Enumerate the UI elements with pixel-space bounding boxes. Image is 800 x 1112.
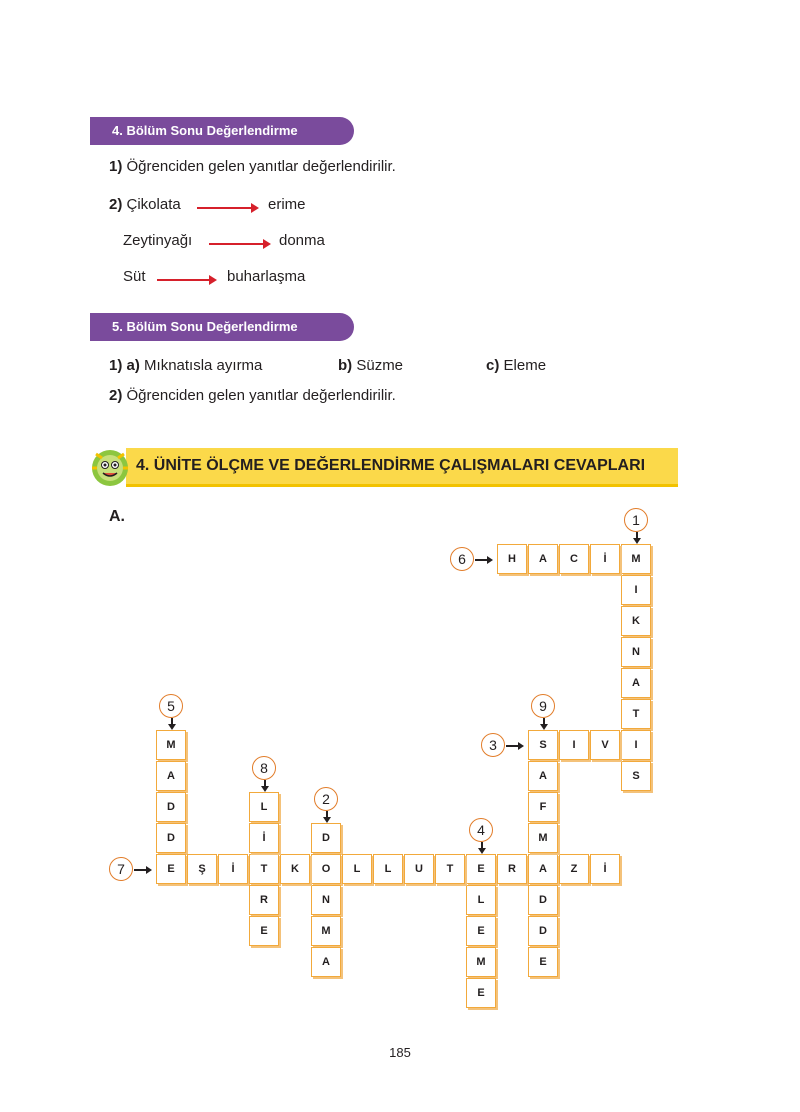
s4-q1-number: 1) [109,158,123,175]
crossword-cell: İ [590,854,620,884]
pair-from: Çikolata [126,196,181,213]
page-number: 185 [389,1045,411,1060]
crossword-cell: V [590,730,620,760]
crossword-cell: D [156,792,186,822]
s5-a-text: Mıknatısla ayırma [144,357,263,374]
crossword-cell: A [621,668,651,698]
clue-number-5: 5 [159,694,183,718]
pair-to: buharlaşma [227,268,306,285]
crossword-cell: A [156,761,186,791]
unit-header [126,448,678,484]
crossword-cell: T [435,854,465,884]
pair-from: Süt [123,268,146,285]
crossword-cell: I [621,730,651,760]
s5-a-label: a) [126,357,140,374]
s5-q1-number: 1) [109,357,123,374]
crossword-cell: E [466,854,496,884]
crossword-cell: K [621,606,651,636]
s5-c-text: Eleme [503,357,547,374]
clue-number-6: 6 [450,547,474,571]
unit-title: 4. ÜNİTE ÖLÇME VE DEĞERLENDİRME ÇALIŞMALARI CEVAPLARI [136,457,646,474]
crossword-cell: Z [559,854,589,884]
clue-arrow-icon [326,811,328,819]
s4-q1 [109,158,396,175]
pair-to: erime [268,196,306,213]
s5-q1 [109,357,262,374]
clue-arrow-icon [506,745,520,747]
s4-q2-number: 2) [109,196,123,213]
s5-c-label: c) [486,357,500,374]
crossword-cell: İ [218,854,248,884]
crossword-cell: I [621,575,651,605]
section-4-title: 4. Bölüm Sonu Değerlendirme [112,123,298,138]
section-a-label: A. [109,508,125,525]
crossword-cell: U [404,854,434,884]
crossword-cell: E [249,916,279,946]
crossword-cell: M [311,916,341,946]
crossword-cell: L [373,854,403,884]
section-5-banner [90,313,354,341]
match-arrow [157,279,215,281]
crossword-cell: S [528,730,558,760]
crossword-cell: L [466,885,496,915]
clue-number-2: 2 [314,787,338,811]
clue-arrow-icon [543,718,545,726]
clue-arrow-icon [481,842,483,850]
crossword-cell: Ş [187,854,217,884]
crossword-cell: R [249,885,279,915]
s5-c [486,357,546,374]
crossword-cell: C [559,544,589,574]
clue-arrow-icon [171,718,173,726]
crossword-cell: S [621,761,651,791]
clue-number-9: 9 [531,694,555,718]
match-arrow [209,243,269,245]
crossword-cell: K [280,854,310,884]
crossword-cell: M [466,947,496,977]
crossword-cell: M [528,823,558,853]
crossword-cell: H [497,544,527,574]
crossword-cell: L [342,854,372,884]
clue-number-8: 8 [252,756,276,780]
crossword-cell: N [621,637,651,667]
crossword-cell: İ [249,823,279,853]
crossword-cell: D [156,823,186,853]
clue-number-7: 7 [109,857,133,881]
crossword-cell: E [156,854,186,884]
s5-q2-text: Öğrenciden gelen yanıtlar değerlendirilir. [126,387,396,404]
crossword-cell: D [528,885,558,915]
crossword-cell: E [466,978,496,1008]
crossword-cell: E [528,947,558,977]
s5-q2 [109,387,396,404]
clue-number-3: 3 [481,733,505,757]
crossword-cell: T [621,699,651,729]
crossword-cell: T [249,854,279,884]
s4-q1-text: Öğrenciden gelen yanıtlar değerlendirilir. [126,158,396,175]
crossword-cell: A [528,761,558,791]
crossword-cell: D [528,916,558,946]
crossword-cell: D [311,823,341,853]
crossword-cell: N [311,885,341,915]
crossword-cell: M [621,544,651,574]
crossword-cell: R [497,854,527,884]
s5-q2-number: 2) [109,387,123,404]
clue-number-4: 4 [469,818,493,842]
crossword-cell: M [156,730,186,760]
clue-arrow-icon [134,869,148,871]
mascot-icon [88,444,132,492]
crossword-cell: A [528,544,558,574]
clue-number-1: 1 [624,508,648,532]
s5-b-text: Süzme [356,357,404,374]
s4-q2-row1 [109,196,181,213]
clue-arrow-icon [264,780,266,788]
section-4-banner [90,117,354,145]
crossword-cell: I [559,730,589,760]
crossword-cell: İ [590,544,620,574]
crossword-cell: A [311,947,341,977]
crossword-cell: A [528,854,558,884]
crossword-cell: E [466,916,496,946]
crossword-cell: O [311,854,341,884]
pair-to: donma [279,232,325,249]
section-5-title: 5. Bölüm Sonu Değerlendirme [112,319,298,334]
crossword-cell: L [249,792,279,822]
crossword-cell: F [528,792,558,822]
clue-arrow-icon [475,559,489,561]
s5-b [338,357,403,374]
s5-b-label: b) [338,357,353,374]
pair-from: Zeytinyağı [123,232,193,249]
clue-arrow-icon [636,532,638,540]
match-arrow [197,207,257,209]
